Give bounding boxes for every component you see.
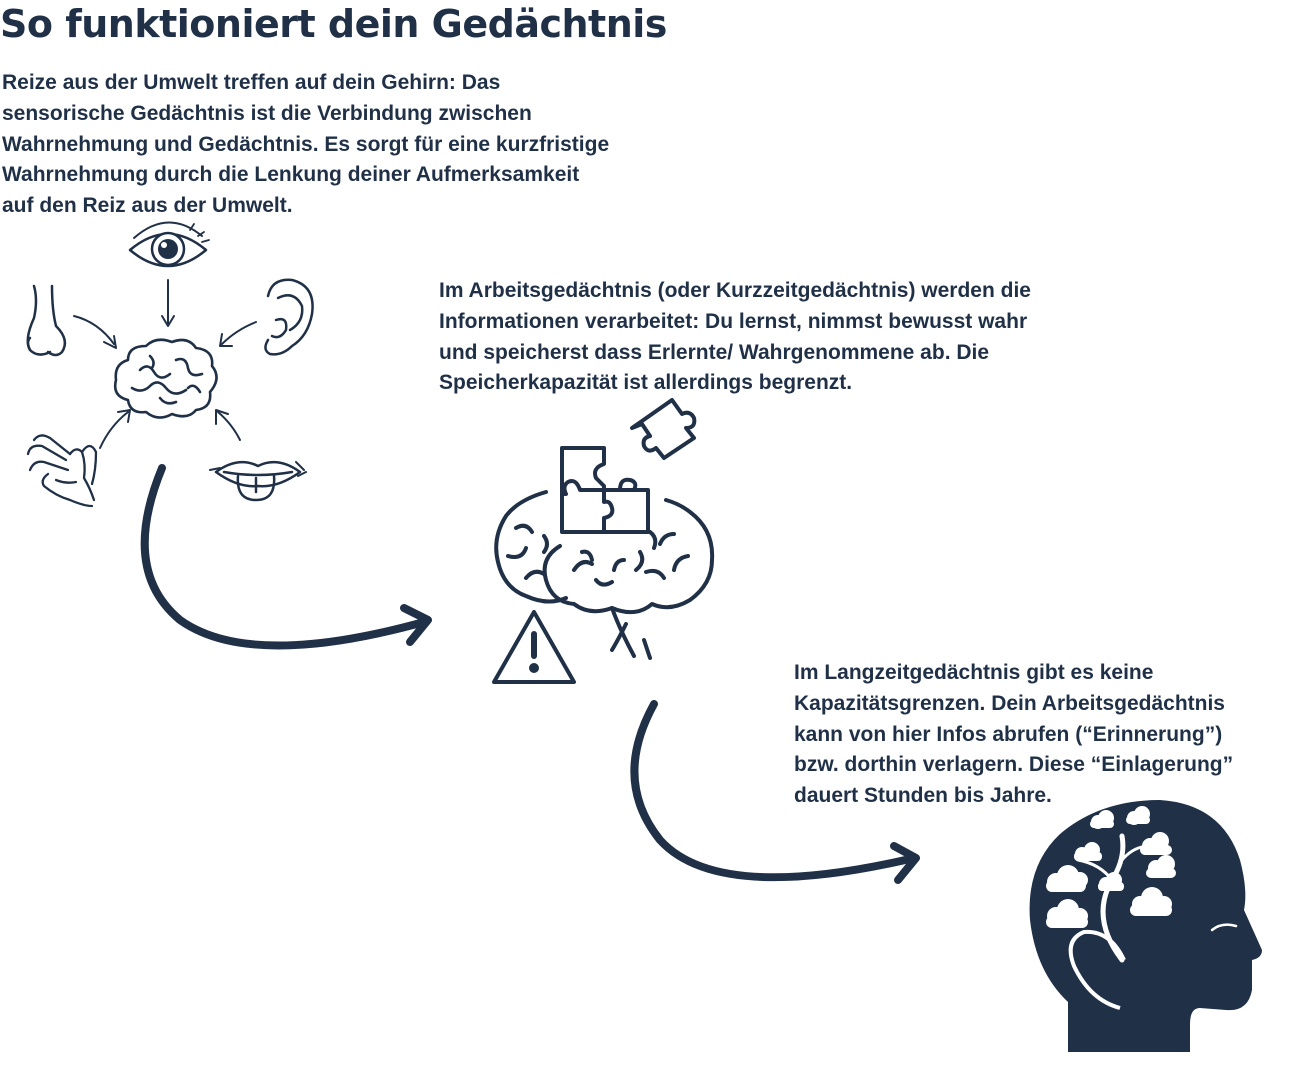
sense-arrows bbox=[74, 280, 256, 448]
text-line: auf den Reiz aus der Umwelt. bbox=[2, 194, 293, 218]
page-title: So funktioniert dein Gedächtnis bbox=[0, 2, 667, 46]
text-line: und speicherst dass Erlernte/ Wahrgenommene ab. Die bbox=[439, 340, 990, 364]
brain-puzzle-icon bbox=[496, 448, 712, 658]
head-clouds-icon bbox=[1030, 800, 1262, 1052]
puzzle-piece-icon bbox=[632, 400, 694, 458]
text-line: kann von hier Infos abrufen (“Erinnerung”) bbox=[794, 722, 1223, 746]
flow-arrow-2 bbox=[634, 704, 916, 880]
text-line: Reize aus der Umwelt treffen auf dein Gehirn: Das bbox=[2, 71, 501, 94]
text-line: Wahrnehmung und Gedächtnis. Es sorgt für eine kurzfristige bbox=[2, 132, 610, 156]
mouth-icon bbox=[210, 462, 306, 500]
text-line: Informationen verarbeitet: Du lernst, nimmst bewusst wahr bbox=[439, 309, 1028, 333]
ear-icon bbox=[265, 280, 312, 355]
text-line: sensorische Gedächtnis ist die Verbindung zwischen bbox=[2, 101, 532, 125]
text-line: Im Arbeitsgedächtnis (oder Kurzzeitgedächtnis) werden die bbox=[439, 279, 1031, 302]
text-line: dauert Stunden bis Jahre. bbox=[794, 784, 1052, 808]
warning-icon bbox=[494, 612, 574, 682]
text-line: Kapazitätsgrenzen. Dein Arbeitsgedächtnis bbox=[794, 691, 1225, 715]
text-line: Im Langzeitgedächtnis gibt es keine bbox=[794, 661, 1154, 684]
nose-icon bbox=[28, 286, 65, 355]
text-line: bzw. dorthin verlagern. Diese “Einlagerung” bbox=[794, 753, 1234, 777]
text-line: Speicherkapazität ist allerdings begrenzt. bbox=[439, 371, 853, 395]
hand-icon bbox=[28, 435, 96, 506]
eye-icon bbox=[130, 222, 209, 266]
text-line: Wahrnehmung durch die Lenkung deiner Aufmerksamkeit bbox=[2, 163, 580, 187]
flow-arrow-1 bbox=[145, 468, 428, 646]
brain-icon bbox=[115, 340, 216, 418]
